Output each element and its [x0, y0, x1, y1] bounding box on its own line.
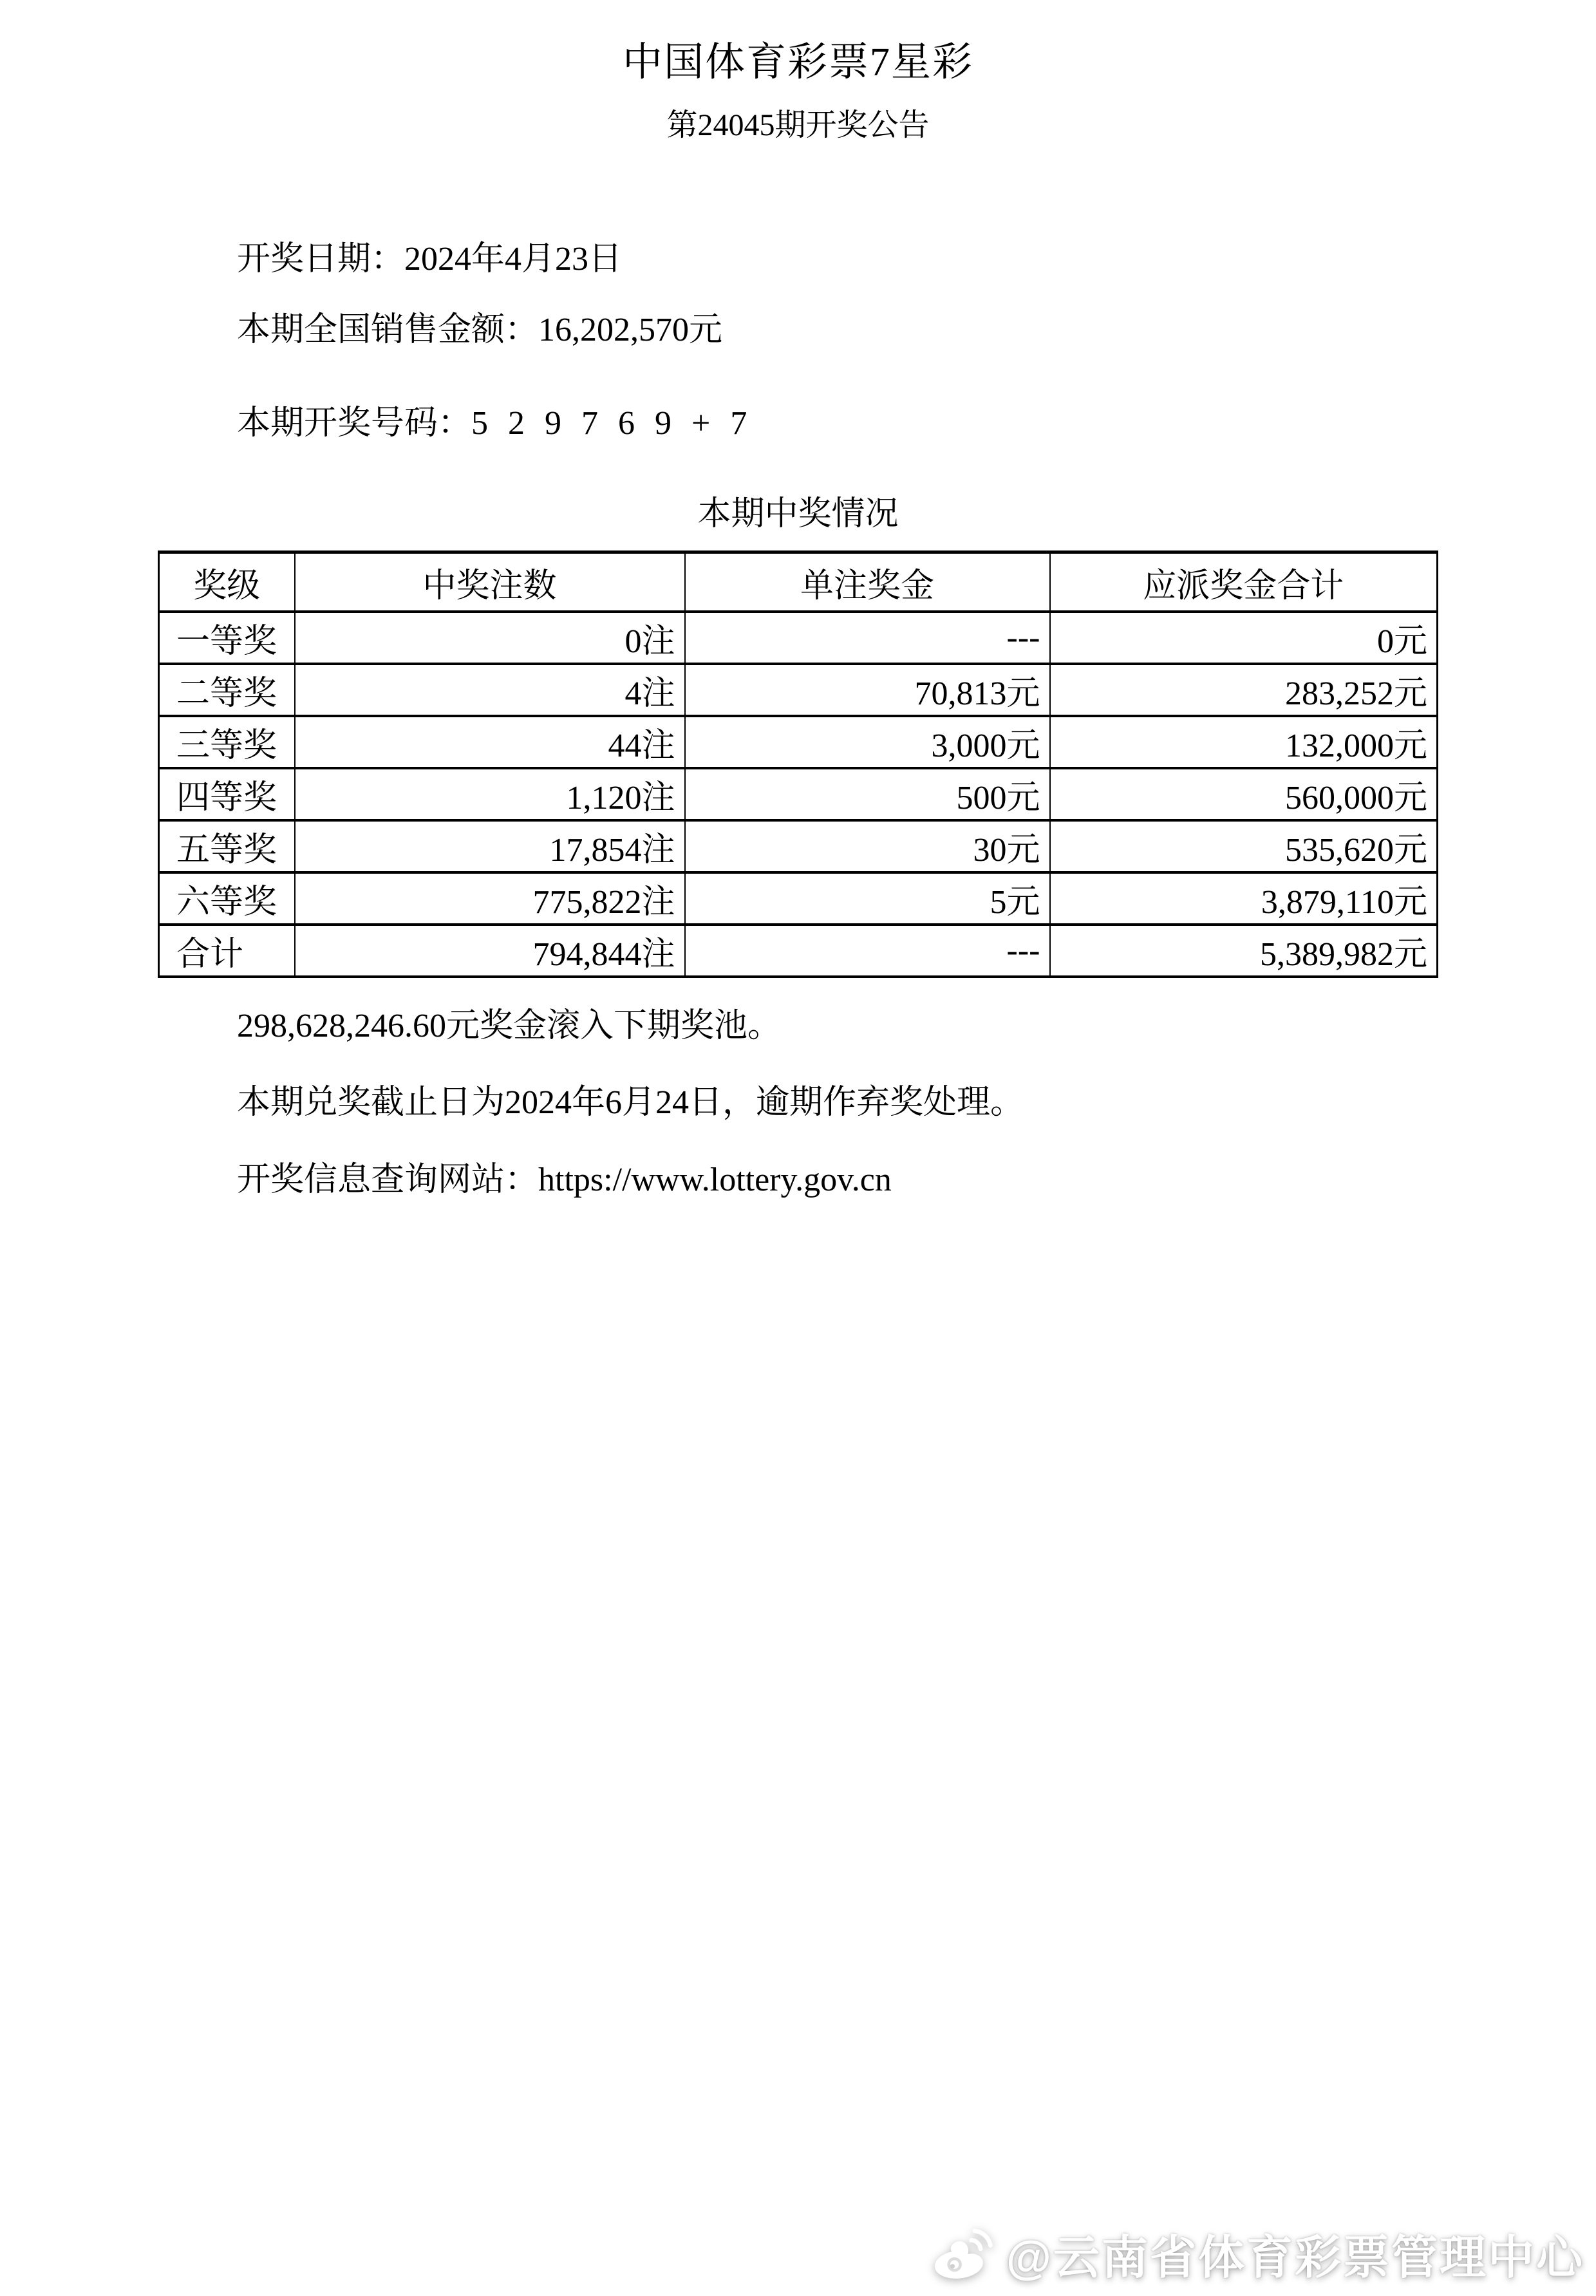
watermark — [929, 2220, 1584, 2287]
winner-count-cell: 1,120注 — [295, 768, 685, 820]
winner-count-cell: 794,844注 — [295, 925, 685, 977]
watermark-text: @云南省体育彩票管理中心 — [1006, 2232, 1584, 2284]
table-row — [159, 612, 1438, 664]
weibo-icon — [929, 2223, 999, 2284]
header-single-prize: 单注奖金 — [685, 552, 1050, 612]
table-row — [159, 664, 1438, 716]
single-prize-cell: 5元 — [685, 872, 1050, 925]
winner-count-cell: 0注 — [295, 612, 685, 664]
draw-date-label: 开奖日期： — [237, 241, 405, 278]
table-row — [159, 768, 1438, 820]
prize-tier-cell: 一等奖 — [159, 612, 295, 664]
table-row — [159, 820, 1438, 872]
sales-amount-value: 16,202,570元 — [538, 311, 723, 348]
total-prize-cell: 132,000元 — [1050, 716, 1438, 768]
prize-tier-cell: 四等奖 — [159, 768, 295, 820]
single-prize-cell: --- — [685, 925, 1050, 977]
prize-tier-cell: 六等奖 — [159, 872, 295, 925]
table-title: 本期中奖情况 — [697, 496, 899, 533]
prize-tier-cell: 合计 — [159, 925, 295, 977]
total-prize-cell: 283,252元 — [1050, 664, 1438, 716]
single-prize-cell: 500元 — [685, 768, 1050, 820]
page-title: 中国体育彩票7星彩 — [622, 41, 973, 84]
winner-count-cell: 17,854注 — [295, 820, 685, 872]
sales-amount-label: 本期全国销售金额： — [237, 311, 539, 348]
table-row-total — [159, 925, 1438, 977]
prize-table — [158, 550, 1438, 978]
single-prize-cell: 30元 — [685, 820, 1050, 872]
total-prize-cell: 535,620元 — [1050, 820, 1438, 872]
header-winner-count: 中奖注数 — [295, 552, 685, 612]
lottery-website-note: 开奖信息查询网站：https://www.lottery.gov.cn — [237, 1161, 892, 1198]
table-row — [159, 716, 1438, 768]
winner-count-cell: 44注 — [295, 716, 685, 768]
sales-amount-line — [0, 312, 1596, 348]
draw-date-value: 2024年4月23日 — [404, 241, 623, 278]
prize-tier-cell: 二等奖 — [159, 664, 295, 716]
total-prize-cell: 3,879,110元 — [1050, 872, 1438, 925]
draw-date-line — [0, 241, 1596, 278]
rollover-note: 298,628,246.60元奖金滚入下期奖池。 — [237, 1008, 782, 1045]
header-prize-tier: 奖级 — [159, 552, 295, 612]
total-prize-cell: 560,000元 — [1050, 768, 1438, 820]
winner-count-cell: 4注 — [295, 664, 685, 716]
winning-numbers-line — [0, 405, 1596, 442]
total-prize-cell: 5,389,982元 — [1050, 925, 1438, 977]
prize-tier-cell: 五等奖 — [159, 820, 295, 872]
single-prize-cell: 3,000元 — [685, 716, 1050, 768]
single-prize-cell: --- — [685, 612, 1050, 664]
table-header-row — [159, 552, 1438, 612]
header-total-prize: 应派奖金合计 — [1050, 552, 1438, 612]
redeem-deadline-note: 本期兑奖截止日为2024年6月24日，逾期作弃奖处理。 — [237, 1084, 1024, 1122]
total-prize-cell: 0元 — [1050, 612, 1438, 664]
winning-numbers-value: 5 2 9 7 6 9 + 7 — [471, 404, 753, 442]
page-subtitle: 第24045期开奖公告 — [666, 108, 930, 143]
winning-numbers-label: 本期开奖号码： — [237, 404, 472, 442]
single-prize-cell: 70,813元 — [685, 664, 1050, 716]
table-row — [159, 872, 1438, 925]
winner-count-cell: 775,822注 — [295, 872, 685, 925]
prize-tier-cell: 三等奖 — [159, 716, 295, 768]
